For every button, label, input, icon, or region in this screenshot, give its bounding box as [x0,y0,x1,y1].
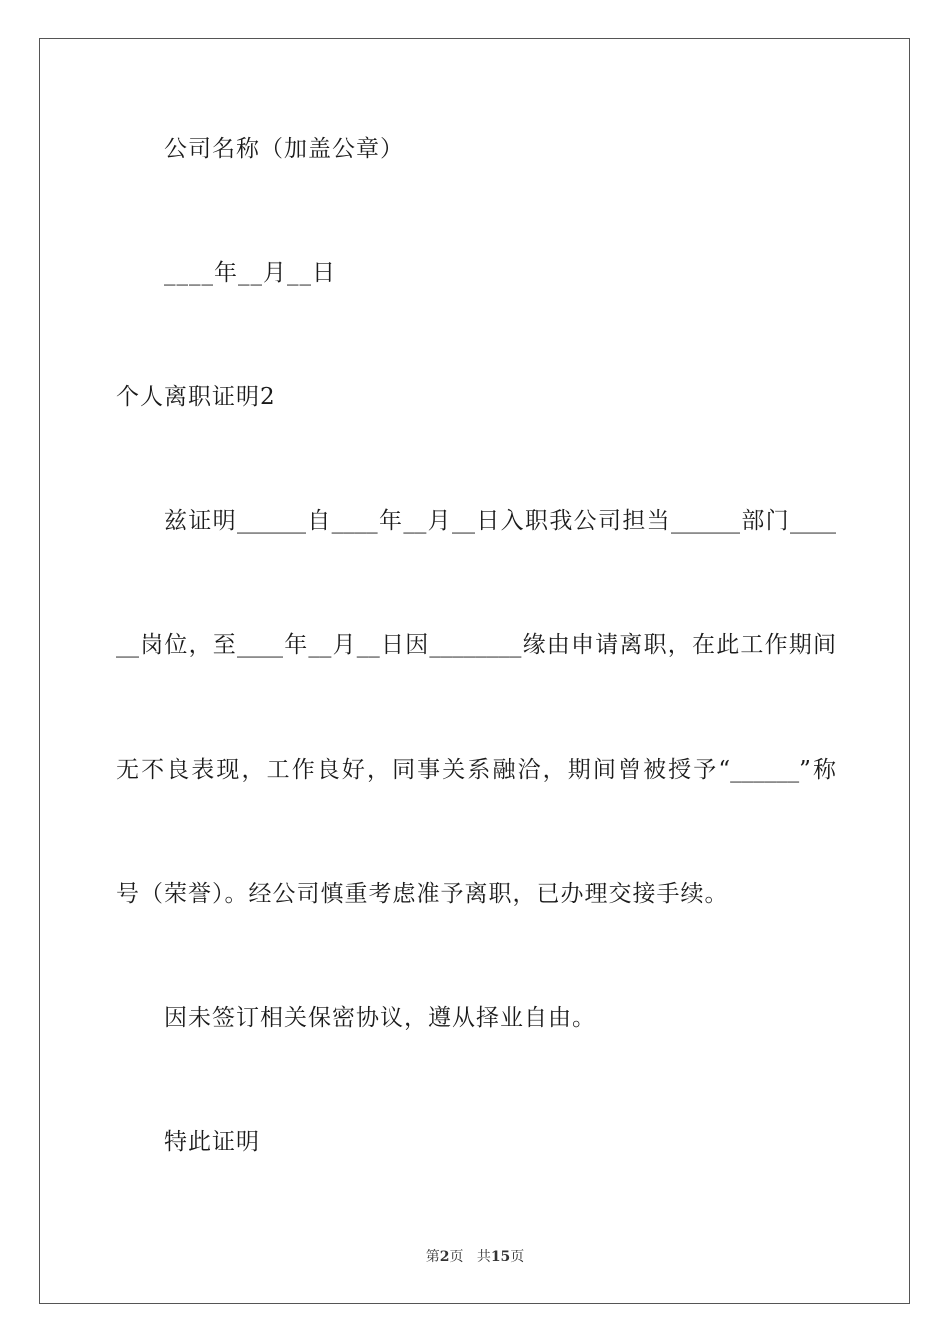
page-footer [0,1248,950,1266]
confidentiality-line: 因未签订相关保密协议，遵从择业自由。 [164,1005,596,1031]
total-prefix: 共 [476,1249,491,1265]
section-title: 个人离职证明2 [116,384,276,410]
body-line-4: 号（荣誉）。经公司慎重考虑准予离职，已办理交接手续。 [116,881,729,907]
body-line-1: 兹证明______自____年__月__日入职我公司担当______部门____ [164,508,836,534]
page-prefix: 第 [425,1249,440,1265]
closing-line: 特此证明 [164,1129,260,1155]
body-line-3: 无不良表现，工作良好，同事关系融洽，期间曾被授予“______”称 [116,757,836,783]
body-line-2: __岗位，至____年__月__日因________缘由申请离职，在此工作期间 [116,632,836,658]
date-line: ____年__月__日 [164,260,336,286]
page-border [39,38,910,1304]
total-suffix: 页 [510,1249,525,1265]
page-current: 2 [439,1249,450,1265]
page-suffix: 页 [449,1249,464,1265]
company-seal-line: 公司名称（加盖公章） [164,136,404,162]
page-total: 15 [490,1249,511,1265]
